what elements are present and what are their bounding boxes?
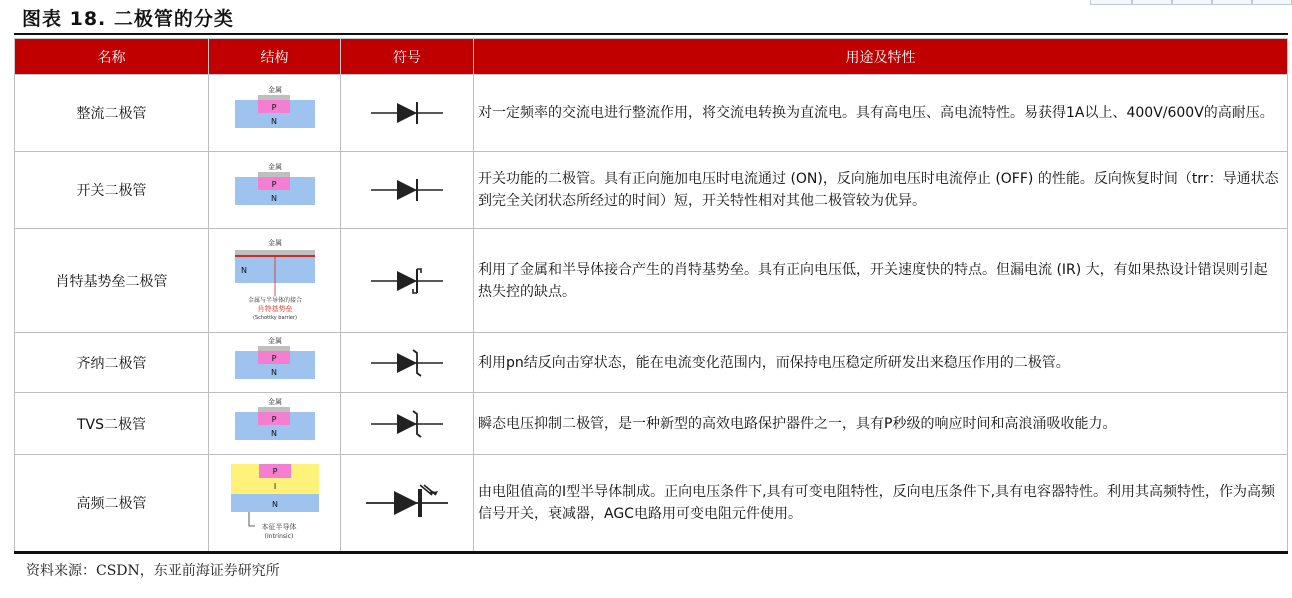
n-label: N: [270, 117, 277, 126]
n-label: N: [271, 500, 278, 509]
header-structure: 结构: [209, 39, 341, 75]
row-name: 开关二极管: [15, 152, 209, 229]
row-use: 由电阻值高的I型半导体制成。正向电压条件下,具有可变电阻特性，反向电压条件下,具有电容器特性。利用其高频特性，作为高频信号开关，衰减器，AGC电路用可变电阻元件使用。: [474, 455, 1288, 552]
row-name: 高频二极管: [15, 455, 209, 552]
structure-diagram: [209, 229, 341, 333]
table-row: [15, 229, 1288, 333]
intrinsic-caption: 本征半导体: [261, 523, 296, 531]
structure-diagram: [209, 152, 341, 229]
metal-label: 金属: [267, 163, 282, 171]
p-label: P: [271, 180, 276, 189]
p-label: P: [272, 467, 277, 476]
row-name: 肖特基势垒二极管: [15, 229, 209, 333]
metal-contact: [258, 95, 290, 100]
metal-contact: [258, 407, 290, 412]
structure-diagram: [209, 333, 341, 393]
table-row: [15, 333, 1288, 393]
pin-diode-symbol-icon: [341, 455, 474, 552]
source-note: 资料来源：CSDN，东亚前海证券研究所: [26, 563, 280, 579]
corner-decoration: [1132, 0, 1172, 5]
structure-diagram: [209, 455, 341, 552]
diode-symbol-icon: [341, 152, 474, 229]
table-row: [15, 455, 1288, 552]
row-use: 利用pn结反向击穿状态，能在电流变化范围内，而保持电压稳定所研发出来稳压作用的二极管。: [474, 333, 1288, 393]
bottom-rule: [14, 551, 1288, 554]
p-label: P: [271, 103, 276, 112]
corner-decoration: [1090, 0, 1132, 5]
row-use: 瞬态电压抑制二极管，是一种新型的高效电路保护器件之一，具有P秒级的响应时间和高浪涌吸收能力。: [474, 393, 1288, 455]
metal-layer: [235, 250, 315, 255]
metal-label: 金属: [267, 397, 282, 406]
table-row: [15, 393, 1288, 455]
n-label: N: [270, 194, 277, 203]
figure-title: 图表 18. 二极管的分类: [22, 8, 234, 30]
n-label: N: [270, 367, 277, 377]
corner-decoration: [1212, 0, 1252, 5]
header-symbol: 符号: [341, 39, 474, 75]
intrinsic-caption-en: (Intrinsic): [264, 533, 293, 540]
p-label: P: [271, 353, 276, 363]
n-label: N: [270, 428, 277, 438]
row-use: 对一定频率的交流电进行整流作用，将交流电转换为直流电。具有高电压、高电流特性。易获得1A以上、400V/600V的高耐压。: [474, 75, 1288, 152]
row-name: TVS二极管: [15, 393, 209, 455]
metal-label: 金属: [267, 238, 282, 247]
tvs-diode-symbol-icon: [341, 393, 474, 455]
corner-decoration: [1172, 0, 1212, 5]
p-label: P: [271, 414, 276, 424]
schottky-caption-en: (Schottky barrier): [252, 314, 297, 321]
structure-diagram: [209, 75, 341, 152]
junction-caption: 金属与半导体的接合: [247, 296, 302, 304]
schottky-caption: 肖特基势垒: [257, 304, 292, 313]
metal-contact: [258, 346, 290, 351]
corner-decoration: [1252, 0, 1292, 5]
metal-label: 金属: [267, 336, 282, 345]
row-name: 整流二极管: [15, 75, 209, 152]
table-row: [15, 75, 1288, 152]
structure-diagram: [209, 393, 341, 455]
metal-label: 金属: [267, 86, 282, 94]
row-use: 开关功能的二极管。具有正向施加电压时电流通过 (ON)，反向施加电压时电流停止 (OFF) 的性能。反向恢复时间（trr：导通状态到完全关闭状态所经过的时间）短，开关特性相对其他二极管较为优异。: [474, 152, 1288, 229]
i-label: I: [273, 482, 276, 491]
diode-symbol-icon: [341, 75, 474, 152]
row-use: 利用了金属和半导体接合产生的肖特基势垒。具有正向电压低，开关速度快的特点。但漏电流 (IR) 大，有如果热设计错误则引起热失控的缺点。: [474, 229, 1288, 333]
schottky-diode-symbol-icon: [341, 229, 474, 333]
header-use: 用途及特性: [474, 39, 1288, 75]
title-rule: [14, 33, 1288, 35]
table-header-row: [15, 39, 1288, 75]
n-label: N: [240, 265, 247, 275]
zener-diode-symbol-icon: [341, 333, 474, 393]
header-name: 名称: [15, 39, 209, 75]
row-name: 齐纳二极管: [15, 333, 209, 393]
table-row: [15, 152, 1288, 229]
diode-classification-table: [14, 38, 1288, 552]
metal-contact: [258, 172, 290, 177]
